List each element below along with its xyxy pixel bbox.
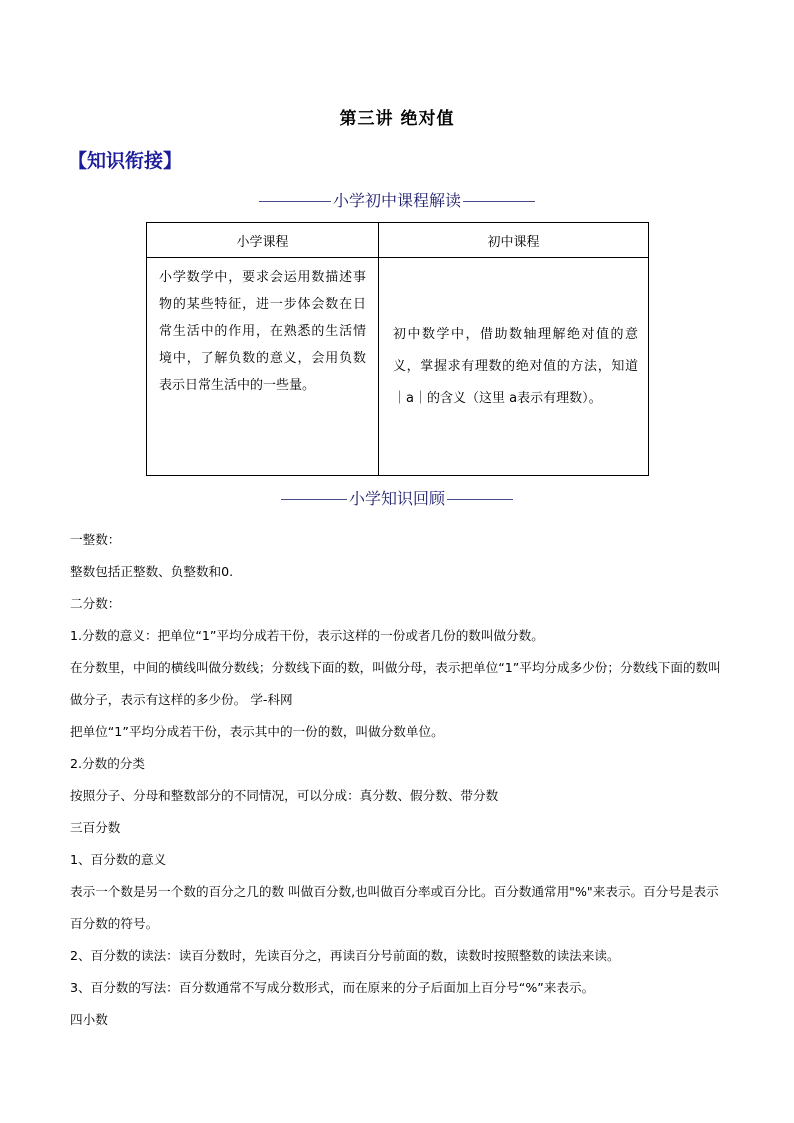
header-primary: 小学课程 [147, 223, 379, 258]
banner-line-left [259, 201, 331, 202]
section-heading: 【知识衔接】 [68, 150, 183, 172]
paragraph: 四小数 [70, 1012, 108, 1027]
curriculum-table [146, 222, 649, 476]
banner-review [0, 486, 794, 509]
banner-line-right [463, 201, 535, 202]
page-title: 第三讲 绝对值 [339, 109, 455, 129]
paragraph: 三百分数 [70, 820, 121, 835]
cell-primary: 小学数学中，要求会运用数描述事物的某些特征，进一步体会数在日常生活中的作用，在熟悉的生活情境中，了解负数的意义，会用负数表示日常生活中的一些量。 [147, 258, 379, 476]
paragraph: 1、百分数的意义 [70, 852, 167, 867]
paragraph: 2、百分数的读法：读百分数时，先读百分之，再读百分号前面的数，读数时按照整数的读法来读。 [70, 948, 620, 963]
paragraph: 把单位“1”平均分成若干份，表示其中的一份的数，叫做分数单位。 [70, 724, 444, 739]
paragraph: 表示一个数是另一个数的百分之几的数 叫做百分数,也叫做百分率或百分比。百分数通常用"%"来表示。百分号是表示百分数的符号。 [70, 884, 719, 931]
banner-curriculum-text: 小学初中课程解读 [332, 191, 461, 210]
paragraph: 二分数： [70, 596, 121, 611]
paragraph: 1.分数的意义：把单位“1”平均分成若干份，表示这样的一份或者几份的数叫做分数。 [70, 628, 544, 643]
banner-line-right [447, 499, 513, 500]
content-body [70, 524, 724, 1036]
table-header-row [147, 223, 649, 258]
paragraph: 2.分数的分类 [70, 756, 145, 771]
banner-line-left [281, 499, 347, 500]
paragraph: 3、百分数的写法：百分数通常不写成分数形式，而在原来的分子后面加上百分号“%”来表示。 [70, 980, 595, 995]
cell-middle: 初中数学中，借助数轴理解绝对值的意义，掌握求有理数的绝对值的方法，知道｜a｜的含义（这里 a表示有理数）。 [379, 258, 649, 476]
banner-curriculum [0, 188, 794, 211]
paragraph: 按照分子、分母和整数部分的不同情况，可以分成：真分数、假分数、带分数 [70, 788, 499, 803]
header-middle: 初中课程 [379, 223, 649, 258]
paragraph: 整数包括正整数、负整数和0. [70, 564, 234, 579]
paragraph: 在分数里，中间的横线叫做分数线；分数线下面的数，叫做分母，表示把单位“1”平均分成多少份；分数线下面的数叫做分子，表示有这样的多少份。 学-科网 [70, 660, 721, 707]
banner-review-text: 小学知识回顾 [348, 489, 445, 508]
table-row [147, 258, 649, 476]
paragraph: 一整数： [70, 532, 121, 547]
